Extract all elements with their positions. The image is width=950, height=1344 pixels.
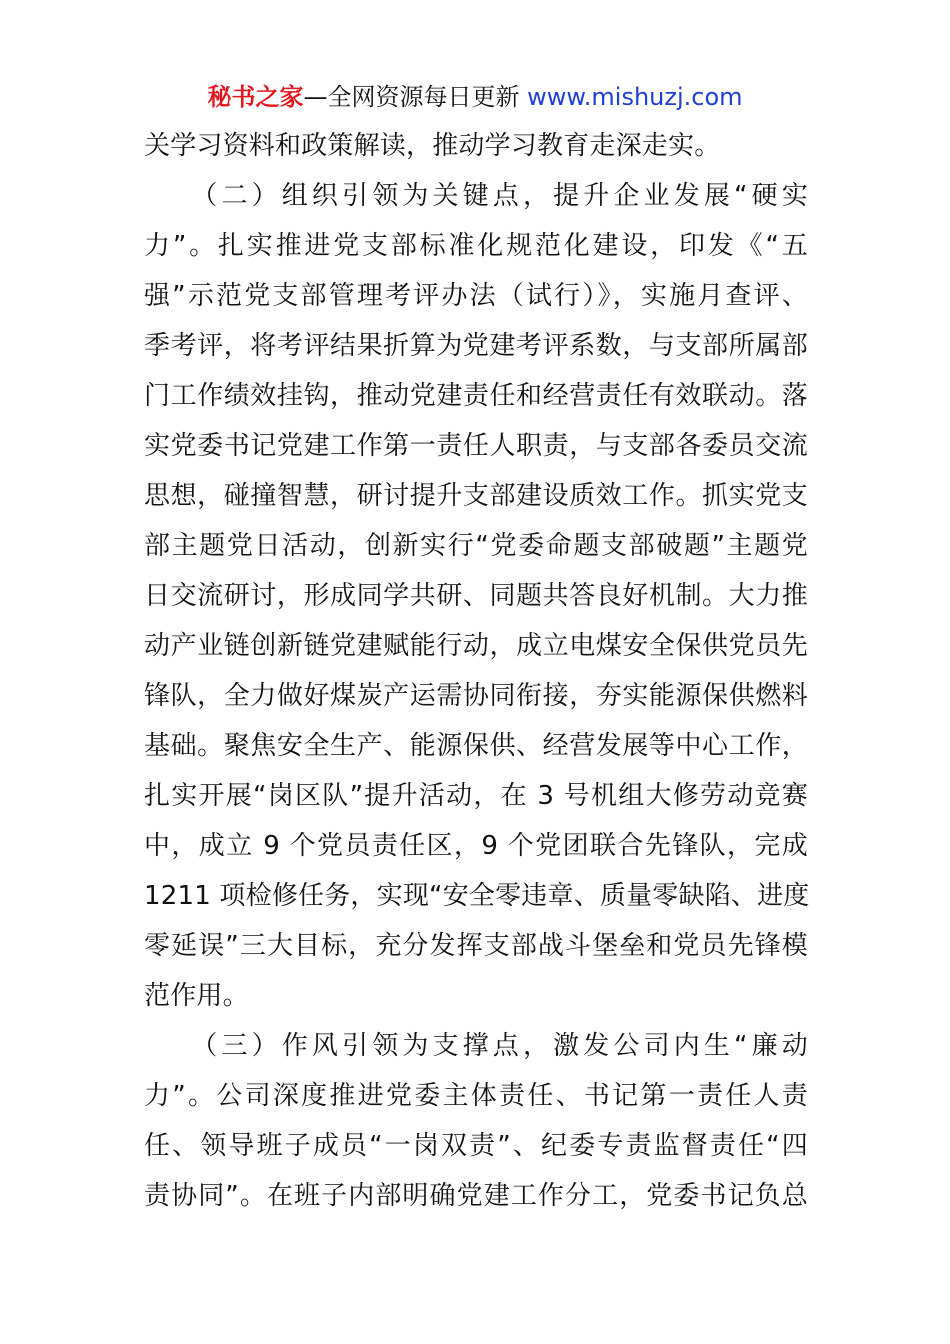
- text-line: 实党委书记党建工作第一责任人职责，与支部各委员交流: [144, 431, 808, 461]
- text-line: 中，成立 9 个党员责任区，9 个党团联合先锋队，完成: [144, 831, 808, 861]
- document-body: [144, 121, 808, 1221]
- text-line: 门工作绩效挂钩，推动党建责任和经营责任有效联动。落: [144, 381, 808, 411]
- text-line: 责协同”。在班子内部明确党建工作分工，党委书记负总: [144, 1181, 808, 1211]
- text-line: 日交流研讨，形成同学共研、同题共答良好机制。大力推: [144, 581, 808, 611]
- text-line: 范作用。: [144, 981, 249, 1011]
- text-line: 动产业链创新链党建赋能行动，成立电煤安全保供党员先: [144, 631, 808, 661]
- text-line: （三）作风引领为支撑点，激发公司内生“廉动: [144, 1031, 808, 1061]
- text-line: 锋队，全力做好煤炭产运需协同衔接，夯实能源保供燃料: [144, 681, 808, 711]
- site-header: [0, 80, 950, 114]
- text-line: 基础。聚焦安全生产、能源保供、经营发展等中心工作，: [144, 731, 808, 761]
- text-line: 1211 项检修任务，实现“安全零违章、质量零缺陷、进度: [144, 881, 810, 911]
- text-line: 扎实开展“岗区队”提升活动，在 3 号机组大修劳动竞赛: [144, 781, 808, 811]
- text-line: 力”。扎实推进党支部标准化规范化建设，印发《“五: [144, 231, 808, 261]
- text-line: 零延误”三大目标，充分发挥支部战斗堡垒和党员先锋模: [144, 931, 808, 961]
- text-line: （二）组织引领为关键点，提升企业发展“硬实: [144, 181, 808, 211]
- text-line: 强”示范党支部管理考评办法（试行）》，实施月查评、: [144, 281, 808, 311]
- site-brand: 秘书之家: [207, 83, 304, 111]
- text-line: 部主题党日活动，创新实行“党委命题支部破题”主题党: [144, 531, 808, 561]
- text-line: 力”。公司深度推进党委主体责任、书记第一责任人责: [144, 1081, 808, 1111]
- text-line: 关学习资料和政策解读，推动学习教育走深走实。: [144, 131, 721, 161]
- site-url[interactable]: www.mishuzj.com: [527, 83, 743, 111]
- text-line: 任、领导班子成员“一岗双责”、纪委专责监督责任“四: [144, 1131, 808, 1161]
- text-line: 思想，碰撞智慧，研讨提升支部建设质效工作。抓实党支: [144, 481, 808, 511]
- text-line: 季考评，将考评结果折算为党建考评系数，与支部所属部: [144, 331, 808, 361]
- site-tagline: —全网资源每日更新: [303, 83, 520, 111]
